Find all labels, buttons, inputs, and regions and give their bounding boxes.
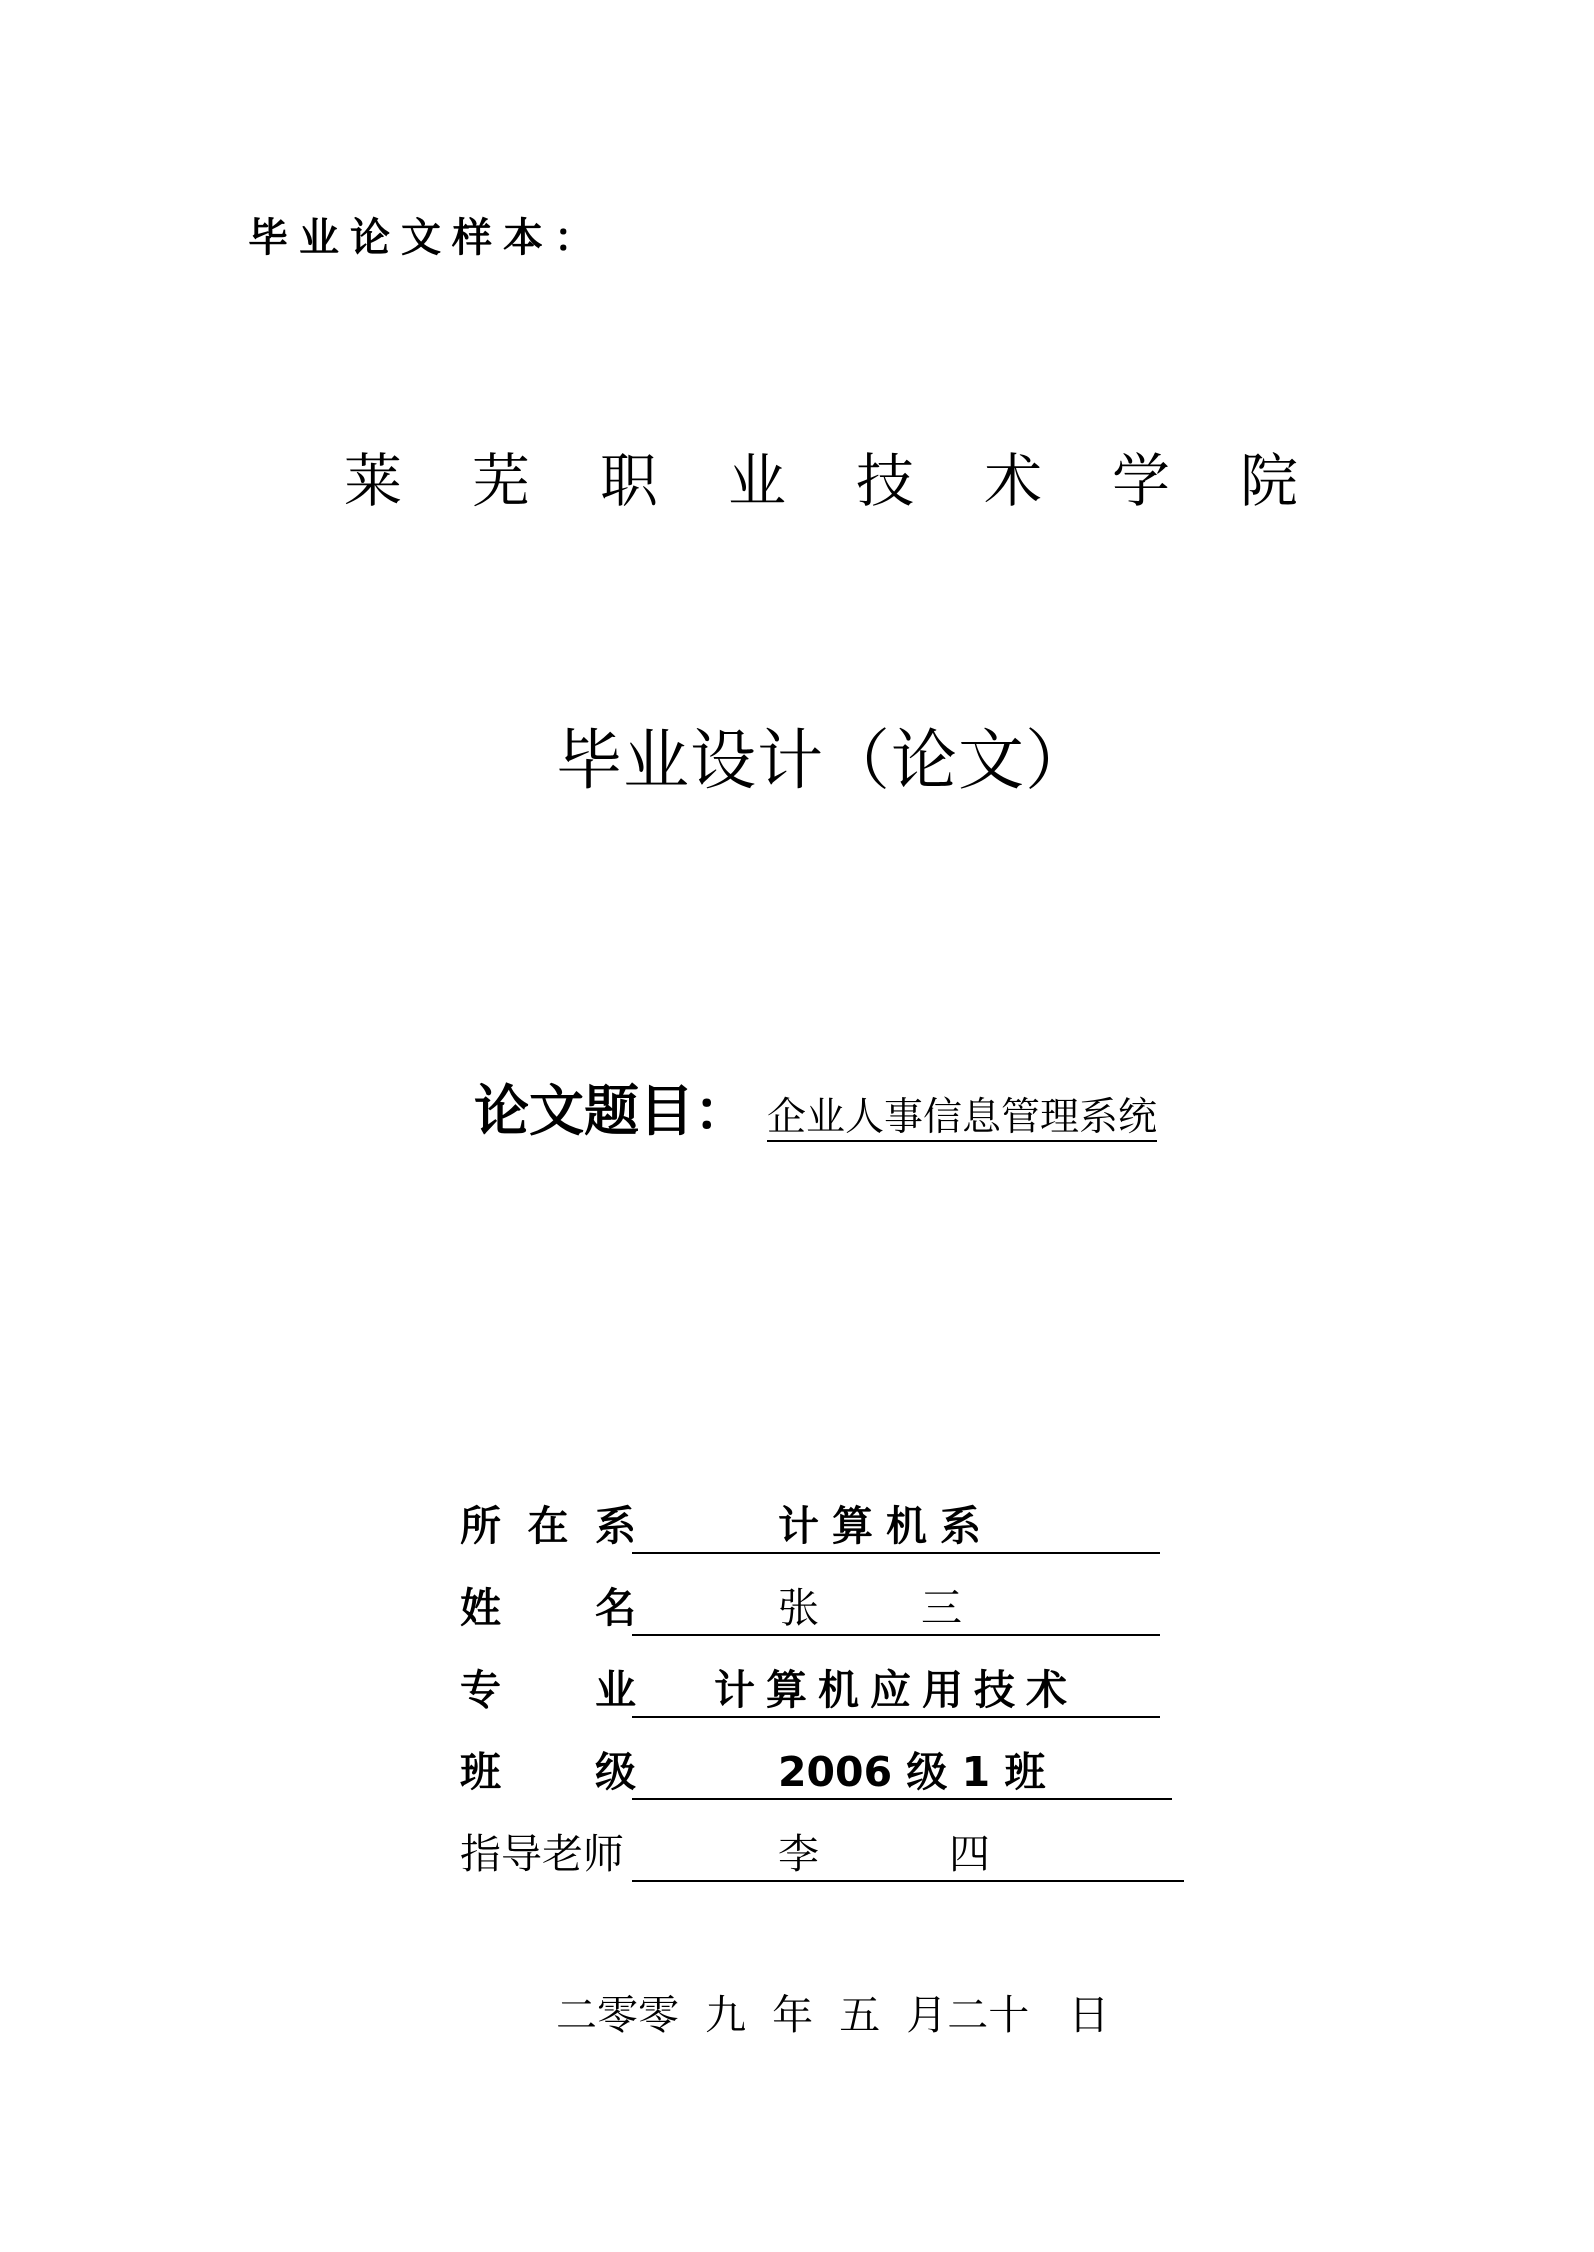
- college-char: 院: [1240, 447, 1299, 515]
- college-char: 莱: [344, 447, 403, 515]
- major-underline: [632, 1716, 1160, 1718]
- class-value: 2006 级 1 班: [778, 1748, 1046, 1796]
- class-underline: [632, 1798, 1172, 1800]
- thesis-type-title: 毕业设计（论文）: [556, 722, 1092, 799]
- major-label: 专 业: [460, 1666, 636, 1714]
- name-label: 姓 名: [460, 1584, 636, 1632]
- college-char: 学: [1112, 447, 1171, 515]
- college-char: 技: [856, 447, 915, 515]
- major-value: 计算机应用技术: [714, 1666, 1078, 1714]
- submission-date: 二零零 九 年 五 月二十 日: [556, 1991, 1110, 2039]
- sample-label: 毕业论文样本：: [248, 215, 605, 261]
- topic-label: 论文题目：: [474, 1079, 750, 1143]
- department-label: 所 在 系: [460, 1502, 636, 1550]
- college-char: 芜: [472, 447, 531, 515]
- topic-value: 企业人事信息管理系统: [767, 1095, 1158, 1140]
- advisor-underline: [632, 1880, 1184, 1882]
- college-char: 职: [600, 447, 659, 515]
- college-name: [344, 447, 1316, 522]
- name-underline: [632, 1634, 1160, 1636]
- class-label: 班 级: [460, 1748, 636, 1796]
- advisor-value: 李 四: [778, 1830, 990, 1878]
- college-char: 术: [984, 447, 1043, 515]
- name-value: 张 三: [778, 1584, 962, 1632]
- advisor-label: 指导老师: [460, 1830, 624, 1878]
- department-underline: [632, 1552, 1160, 1554]
- department-value: 计算机系: [778, 1502, 994, 1550]
- college-char: 业: [728, 447, 787, 515]
